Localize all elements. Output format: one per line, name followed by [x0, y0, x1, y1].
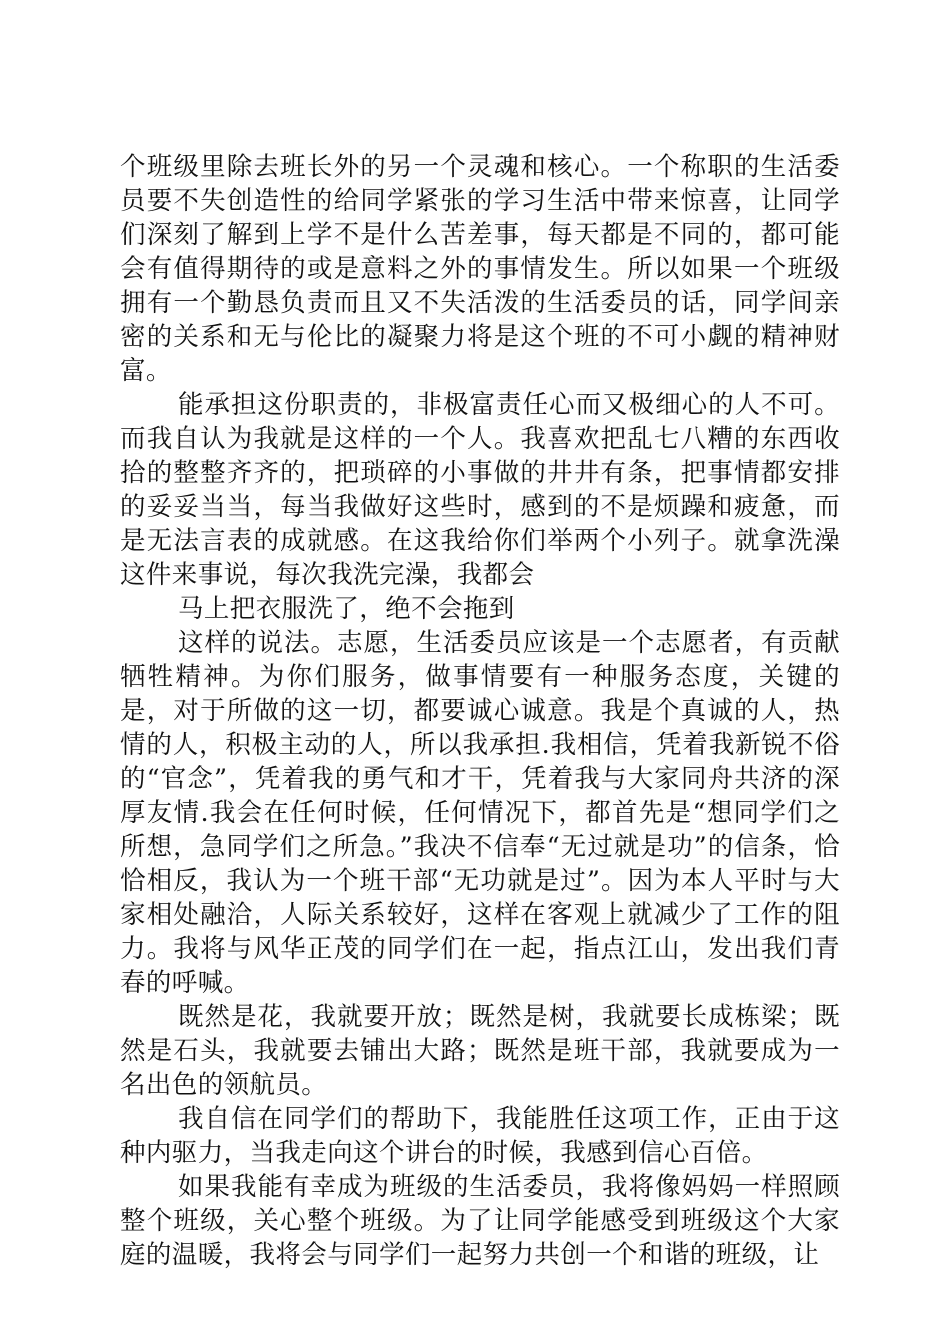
paragraph-5: 既然是花，我就要开放；既然是树，我就要长成栋梁；既然是石头，我就要去铺出大路；既然是班干部，我就要成为一名出色的领航员。: [120, 1002, 840, 1100]
paragraph-6: 我自信在同学们的帮助下，我能胜任这项工作，正由于这种内驱力，当我走向这个讲台的时候，我感到信心百倍。: [120, 1104, 840, 1168]
paragraph-2: 能承担这份职责的，非极富责任心而又极细心的人不可。而我自认为我就是这样的一个人。我喜欢把乱七八糟的东西收拾的整整齐齐的，把琐碎的小事做的井井有条，把事情都安排的妥妥当当，每当我做好这些时，感到的不是烦躁和疲惫，而是无法言表的成就感。在这我给你们举两个小列子。就拿洗澡这件来事说，每次我洗完澡，我都会: [120, 390, 840, 590]
paragraph-1: 个班级里除去班长外的另一个灵魂和核心。一个称职的生活委员要不失创造性的给同学紧张的学习生活中带来惊喜，让同学们深刻了解到上学不是什么苦差事，每天都是不同的，都可能会有值得期待的或是意料之外的事情发生。所以如果一个班级拥有一个勤恳负责而且又不失活泼的生活委员的话，同学间亲密的关系和无与伦比的凝聚力将是这个班的不可小觑的精神财富。: [120, 152, 840, 386]
document-body: [120, 150, 840, 1272]
paragraph-7: 如果我能有幸成为班级的生活委员，我将像妈妈一样照顾整个班级，关心整个班级。为了让同学能感受到班级这个大家庭的温暖，我将会与同学们一起努力共创一个和谐的班级，让: [120, 1172, 840, 1270]
paragraph-4: 这样的说法。志愿，生活委员应该是一个志愿者，有贡献牺牲精神。为你们服务，做事情要有一种服务态度，关键的是，对于所做的这一切，都要诚心诚意。我是个真诚的人，热情的人，积极主动的人，所以我承担.我相信，凭着我新锐不俗的“官念”，凭着我的勇气和才干，凭着我与大家同舟共济的深厚友情.我会在任何时候，任何情况下，都首先是“想同学们之所想，急同学们之所急。”我决不信奉“无过就是功”的信条，恰恰相反，我认为一个班干部“无功就是过”。因为本人平时与大家相处融洽，人际关系较好，这样在客观上就减少了工作的阻力。我将与风华正茂的同学们在一起，指点江山，发出我们青春的呼喊。: [120, 628, 840, 998]
paragraph-3: 马上把衣服洗了，绝不会拖到: [178, 594, 515, 624]
